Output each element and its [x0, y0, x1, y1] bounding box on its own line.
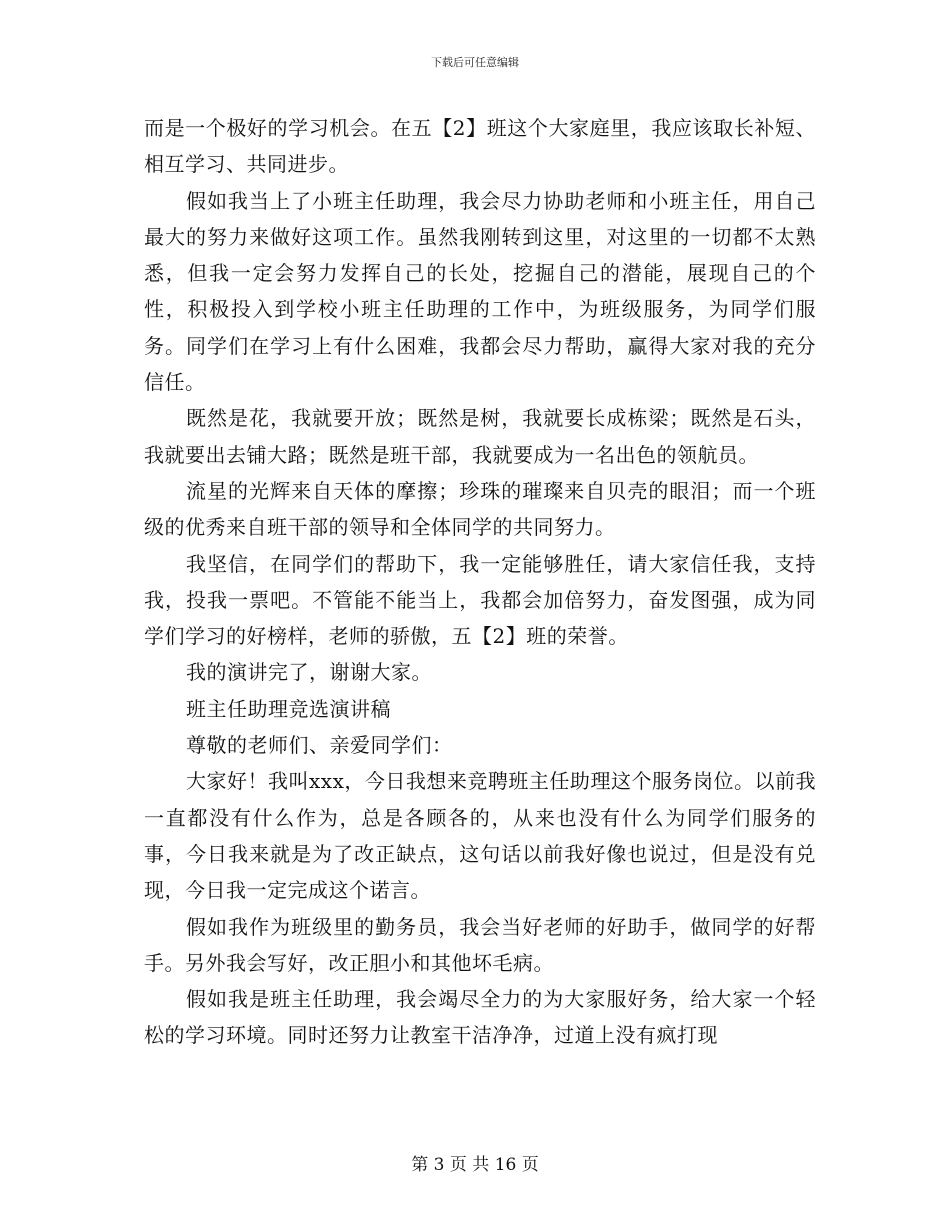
- document-body: [144, 110, 816, 1054]
- section-title: 班主任助理竞选演讲稿: [186, 696, 391, 721]
- paragraph: 既然是花，我就要开放；既然是树，我就要长成栋梁；既然是石头，我就要出去铺大路；既然是班干部，我就要成为一名出色的领航员。: [144, 406, 816, 467]
- paragraph: 假如我作为班级里的勤务员，我会当好老师的好助手，做同学的好帮手。另外我会写好，改正胆小和其他坏毛病。: [144, 914, 816, 975]
- salutation: 尊敬的老师们、亲爱同学们：: [186, 733, 453, 758]
- paragraph: 我的演讲完了，谢谢大家。: [186, 660, 432, 685]
- paragraph: 流星的光辉来自天体的摩擦；珍珠的璀璨来自贝壳的眼泪；而一个班级的优秀来自班干部的领导和全体同学的共同努力。: [144, 478, 816, 540]
- paragraph: 大家好！我叫xxx，今日我想来竞聘班主任助理这个服务岗位。以前我一直都没有什么作为，总是各顾各的，从来也没有什么为同学们服务的事，今日我来就是为了改正缺点，这句话以前我好像也说过，但是没有兑现，今日我一定完成这个诺言。: [144, 769, 816, 903]
- page-header: 下载后可任意编辑: [431, 56, 519, 69]
- paragraph: 假如我是班主任助理，我会竭尽全力的为大家服好务，给大家一个轻松的学习环境。同时还努力让教室干洁净净，过道上没有疯打现: [144, 987, 816, 1048]
- paragraph: 我坚信，在同学们的帮助下，我一定能够胜任，请大家信任我，支持我，投我一票吧。不管能不能当上，我都会加倍努力，奋发图强，成为同学们学习的好榜样，老师的骄傲，五【2】班的荣誉。: [144, 551, 816, 649]
- paragraph: 假如我当上了小班主任助理，我会尽力协助老师和小班主任，用自己最大的努力来做好这项工作。虽然我刚转到这里，对这里的一切都不太熟悉，但我一定会努力发挥自己的长处，挖掘自己的潜能，展现自己的个性，积极投入到学校小班主任助理的工作中，为班级服务，为同学们服务。同学们在学习上有什么困难，我都会尽力帮助，赢得大家对我的充分信任。: [144, 188, 816, 395]
- page-footer: 第 3 页 共 16 页: [411, 1155, 539, 1175]
- paragraph: 而是一个极好的学习机会。在五【2】班这个大家庭里，我应该取长补短、相互学习、共同进步。: [144, 116, 816, 177]
